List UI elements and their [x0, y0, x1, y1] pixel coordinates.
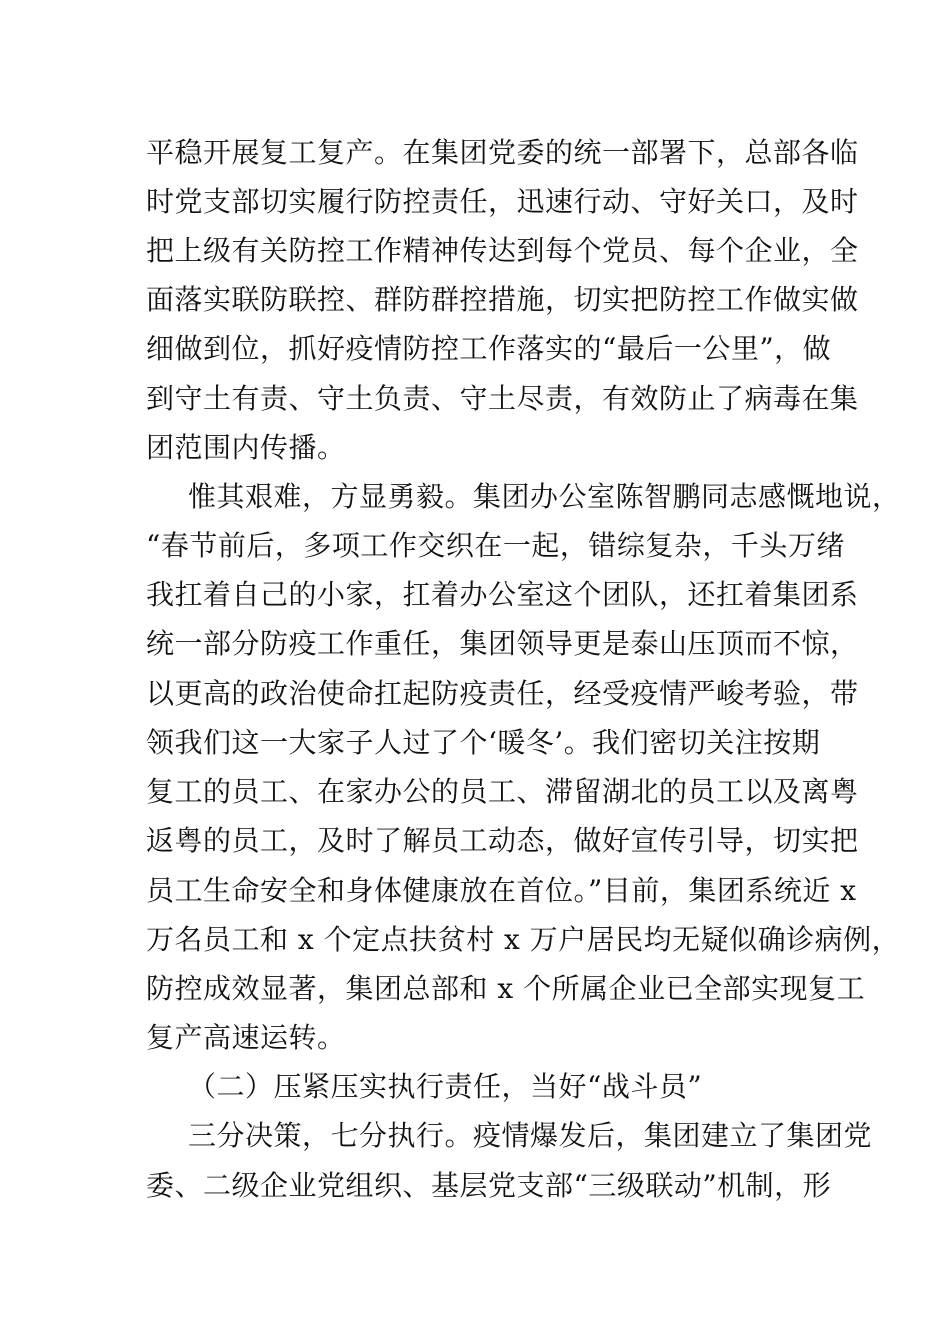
text-line: 防控成效显著，集团总部和 x 个所属企业已全部实现复工 [146, 972, 866, 1005]
text-line: 统一部分防疫工作重任，集团领导更是泰山压顶而不惊， [146, 627, 859, 660]
text-line: 返粤的员工，及时了解员工动态，做好宣传引导，切实把 [146, 824, 859, 857]
text-line: 细做到位，抓好疫情防控工作落实的“最后一公里”，做 [146, 332, 832, 365]
paragraph-start-line: 惟其艰难，方显勇毅。集团办公室陈智鹏同志感慨地说， [188, 480, 901, 513]
text-line: “春节前后，多项工作交织在一起，错综复杂，千头万绪 [146, 529, 845, 562]
text-line: 到守土有责、守土负责、守土尽责，有效防止了病毒在集 [146, 382, 859, 415]
text-line: 时党支部切实履行防控责任，迅速行动、守好关口，及时 [146, 185, 859, 218]
text-line: 把上级有关防控工作精神传达到每个党员、每个企业，全 [146, 234, 859, 267]
section-heading: （二）压紧压实执行责任，当好“战斗员” [188, 1070, 703, 1103]
paragraph-start-line: 三分决策，七分执行。疫情爆发后，集团建立了集团党 [188, 1119, 873, 1152]
text-line: 领我们这一大家子人过了个‘暖冬’。我们密切关注按期 [146, 726, 821, 759]
text-line: 万名员工和 x 个定点扶贫村 x 万户居民均无疑似确诊病例， [146, 923, 901, 956]
text-line: 员工生命安全和身体健康放在首位。”目前，集团系统近 x [146, 874, 857, 907]
text-line: 委、二级企业党组织、基层党支部“三级联动”机制，形 [146, 1169, 832, 1202]
text-line: 复工的员工、在家办公的员工、滞留湖北的员工以及离粤 [146, 775, 859, 808]
text-line: 面落实联防联控、群防群控措施，切实把防控工作做实做 [146, 283, 859, 316]
text-line: 复产高速运转。 [146, 1021, 346, 1054]
text-line: 平稳开展复工复产。在集团党委的统一部署下，总部各临 [146, 136, 859, 169]
text-line: 团范围内传播。 [146, 431, 346, 464]
text-line: 以更高的政治使命扛起防疫责任，经受疫情严峻考验，带 [146, 677, 859, 710]
text-line: 我扛着自己的小家，扛着办公室这个团队，还扛着集团系 [146, 578, 859, 611]
